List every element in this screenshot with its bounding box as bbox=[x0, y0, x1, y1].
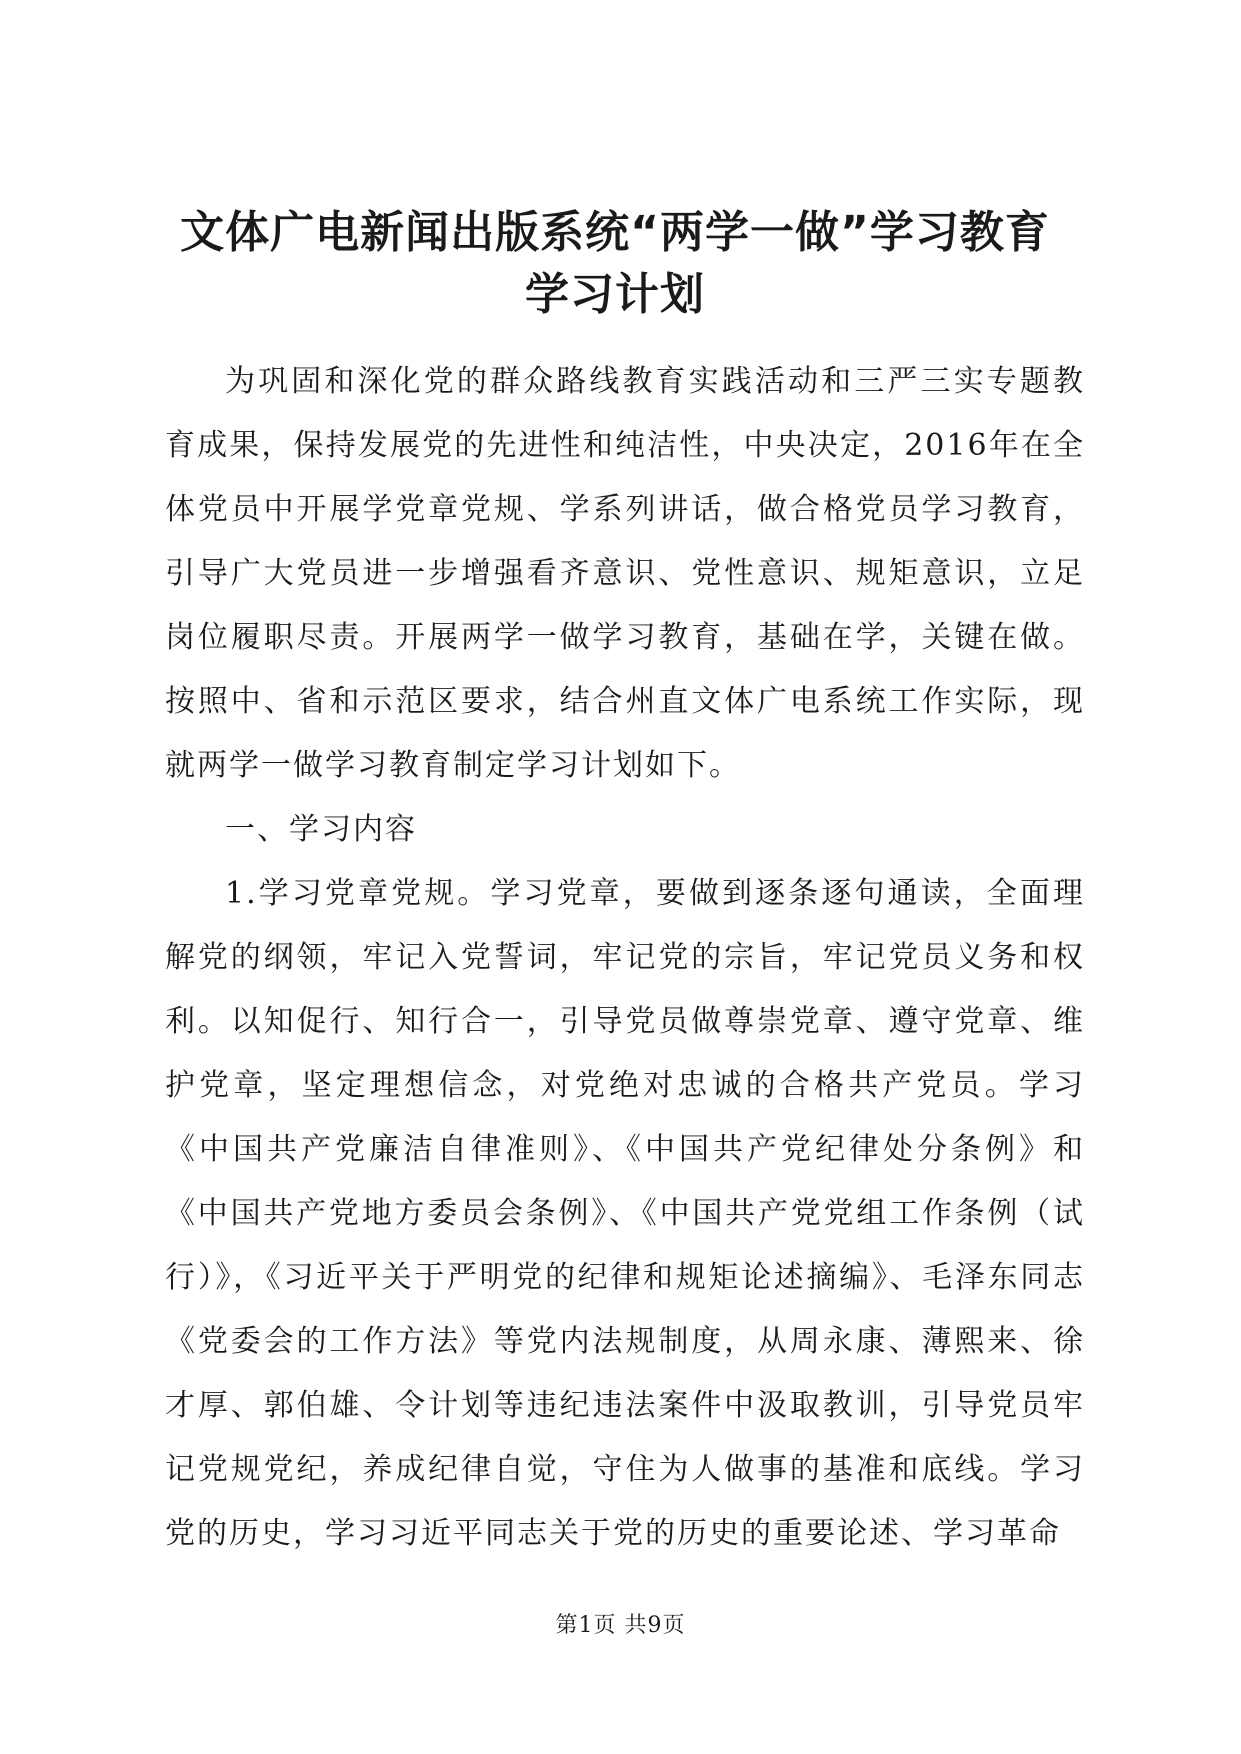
document-body bbox=[165, 350, 1085, 1566]
paragraph-intro: 为巩固和深化党的群众路线教育实践活动和三严三实专题教育成果，保持发展党的先进性和纯洁性，中央决定，2016年在全体党员中开展学党章党规、学系列讲话，做合格党员学习教育，引导广大党员进一步增强看齐意识、党性意识、规矩意识，立足岗位履职尽责。开展两学一做学习教育，基础在学，关键在做。按照中、省和示范区要求，结合州直文体广电系统工作实际，现就两学一做学习教育制定学习计划如下。 bbox=[165, 364, 1085, 783]
paragraph-party-constitution: 1.学习党章党规。学习党章，要做到逐条逐句通读，全面理解党的纲领，牢记入党誓词，牢记党的宗旨，牢记党员义务和权利。以知促行、知行合一，引导党员做尊崇党章、遵守党章、维护党章，坚定理想信念，对党绝对忠诚的合格共产党员。学习《中国共产党廉洁自律准则》、《中国共产党纪律处分条例》和《中国共产党地方委员会条例》、《中国共产党党组工作条例（试行）》，《习近平关于严明党的纪律和规矩论述摘编》、毛泽东同志《党委会的工作方法》等党内法规制度，从周永康、薄熙来、徐才厚、郭伯雄、令计划等违纪违法案件中汲取教训，引导党员牢记党规党纪，养成纪律自觉，守住为人做事的基准和底线。学习党的历史，学习习近平同志关于党的历史的重要论述、学习革命 bbox=[165, 876, 1085, 1551]
document-title-line1: 文体广电新闻出版系统“两学一做”学习教育 bbox=[180, 207, 1050, 258]
document-title-line2: 学习计划 bbox=[525, 269, 705, 320]
section-heading-learning-content: 一、学习内容 bbox=[225, 812, 417, 847]
page-footer: 第1页 共9页 bbox=[555, 1613, 686, 1638]
